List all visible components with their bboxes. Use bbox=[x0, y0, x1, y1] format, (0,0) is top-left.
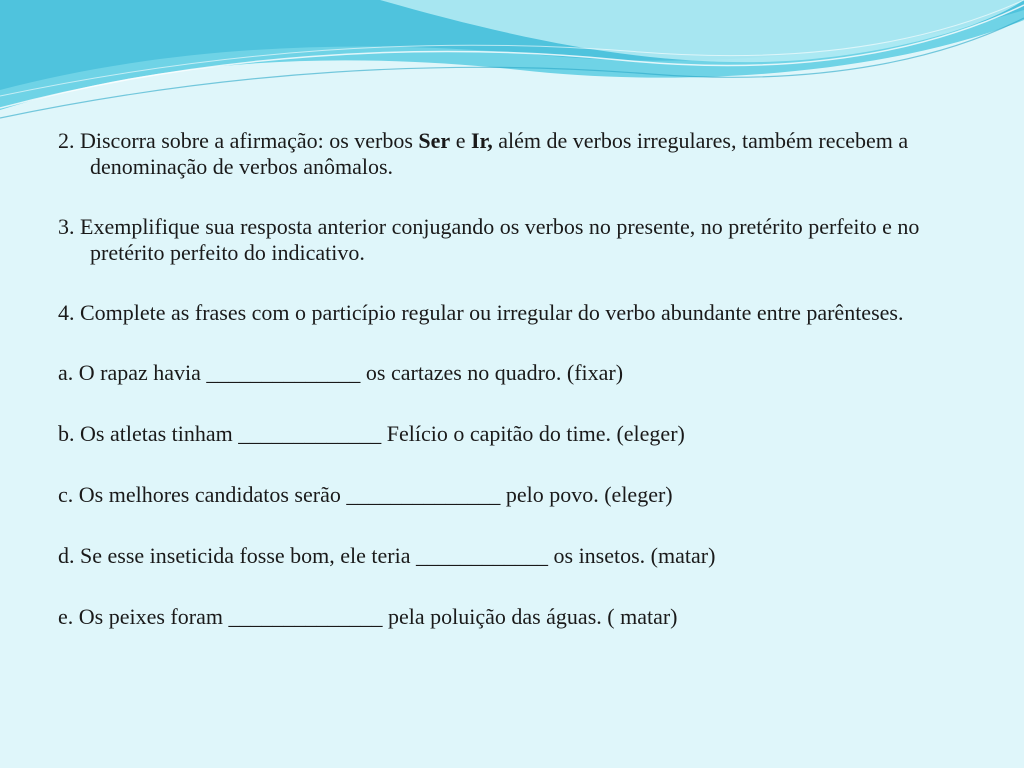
slide-content bbox=[58, 128, 958, 665]
exercise-b: b. Os atletas tinham _____________ Felício o capitão do time. (eleger) bbox=[58, 421, 685, 446]
question-2-mid: e bbox=[450, 128, 471, 153]
verb-ser: Ser bbox=[418, 128, 451, 153]
exercise-e: e. Os peixes foram ______________ pela poluição das águas. ( matar) bbox=[58, 604, 678, 629]
question-2-suffix: além de verbos irregulares, também recebem a denominação de verbos anômalos. bbox=[90, 128, 909, 179]
verb-ir: Ir, bbox=[470, 128, 493, 153]
question-4: 4. Complete as frases com o particípio regular ou irregular do verbo abundante entre parênteses. bbox=[58, 300, 904, 325]
exercise-d: d. Se esse inseticida fosse bom, ele teria ____________ os insetos. (matar) bbox=[58, 543, 716, 568]
exercise-a: a. O rapaz havia ______________ os cartazes no quadro. (fixar) bbox=[58, 360, 624, 385]
question-3: 3. Exemplifique sua resposta anterior conjugando os verbos no presente, no pretérito perfeito e no pretérito perfeito do indicativo. bbox=[58, 214, 920, 265]
exercise-c: c. Os melhores candidatos serão ______________ pelo povo. (eleger) bbox=[58, 482, 673, 507]
question-2-prefix: 2. Discorra sobre a afirmação: os verbos bbox=[58, 128, 419, 153]
decorative-wave-header bbox=[0, 0, 1024, 130]
question-2 bbox=[58, 128, 958, 180]
